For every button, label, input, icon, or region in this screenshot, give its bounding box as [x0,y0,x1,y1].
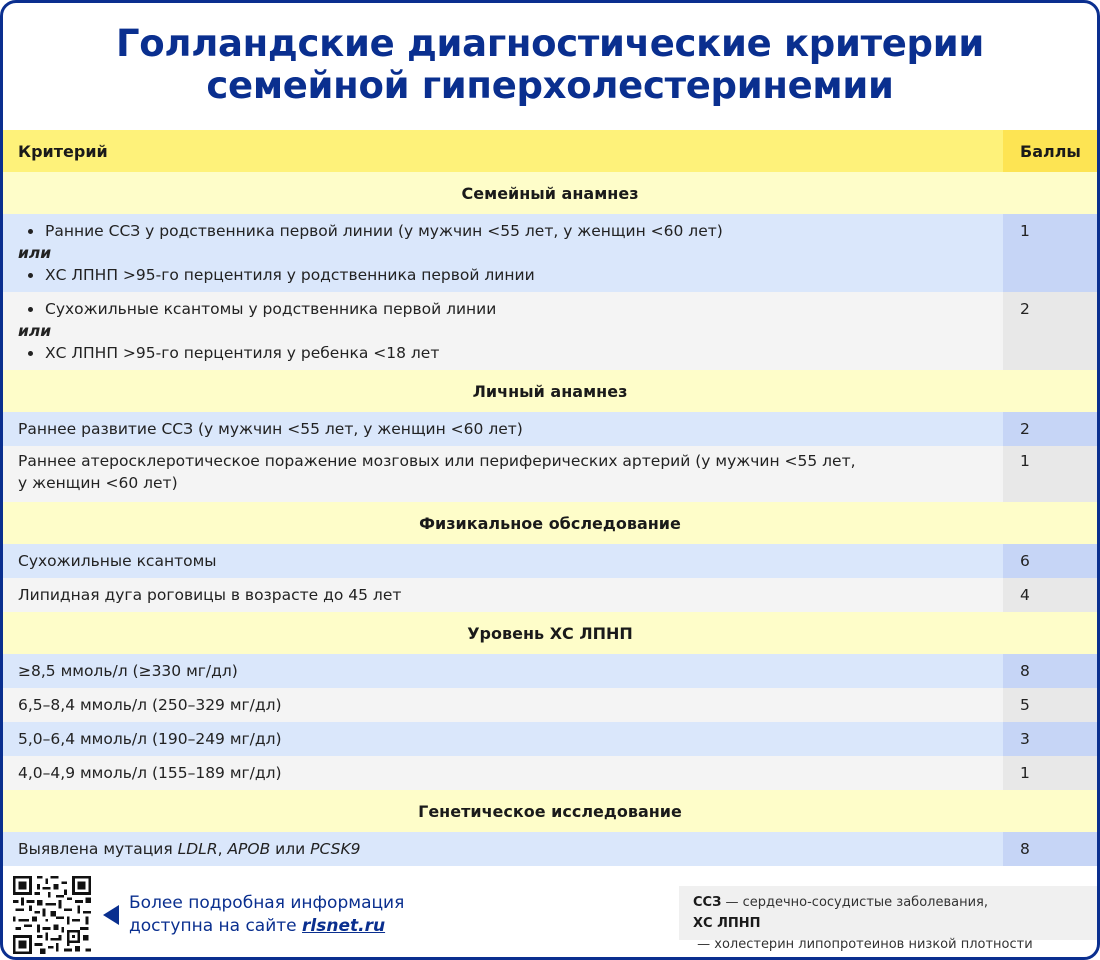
points-value: 2 [1003,412,1097,446]
table-row [3,446,1097,502]
table-row [3,688,1097,722]
bullet-icon [28,229,33,234]
table-header [3,130,1097,172]
table-row [3,544,1097,578]
points-value: 4 [1003,578,1097,612]
points-value: 6 [1003,544,1097,578]
header-criterion: Критерий [3,130,1003,172]
footer [3,865,1097,957]
criterion-text: ХС ЛПНП >95-го перцентиля у родственника первой линии [45,266,535,284]
points-value: 1 [1003,446,1097,502]
bullet-icon [28,307,33,312]
section-family-history: Семейный анамнез [3,172,1097,214]
criterion-text: Ранние ССЗ у родственника первой линии (у мужчин <55 лет, у женщин <60 лет) [45,222,723,240]
header-points: Баллы [1003,130,1097,172]
points-value: 2 [1003,292,1097,370]
criterion-text: 5,0–6,4 ммоль/л (190–249 мг/дл) [3,722,1003,756]
criterion-text: 4,0–4,9 ммоль/л (155–189 мг/дл) [3,756,1003,790]
gene-apob: APOB [227,840,271,858]
or-label: или [18,322,52,340]
points-value: 5 [1003,688,1097,722]
points-value: 3 [1003,722,1097,756]
points-value: 1 [1003,214,1097,292]
section-personal-history: Личный анамнез [3,370,1097,412]
table-row [3,292,1097,370]
or-label: или [18,244,52,262]
site-link[interactable]: rlsnet.ru [302,916,386,936]
points-value: 8 [1003,654,1097,688]
section-genetic-test: Генетическое исследование [3,790,1097,832]
legend-abbr: ССЗ [693,895,722,910]
more-info-text: Более подробная информация доступна на сайте rlsnet.ru [129,893,405,936]
criteria-table [3,130,1097,866]
criterion-text: Раннее атеросклеротическое поражение мозговых или периферических артерий (у мужчин <55 лет, [18,452,856,470]
title-line-2: семейной гиперхолестеринемии [206,64,894,107]
criterion-text: Сухожильные ксантомы у родственника первой линии [45,300,497,318]
table-row [3,756,1097,790]
table-row [3,722,1097,756]
table-row [3,214,1097,292]
section-physical-exam: Физикальное обследование [3,502,1097,544]
points-value: 1 [1003,756,1097,790]
title-line-1: Голландские диагностические критерии [116,22,984,65]
criterion-text: ≥8,5 ммоль/л (≥330 мг/дл) [3,654,1003,688]
table-row [3,412,1097,446]
section-ldl-level: Уровень ХС ЛПНП [3,612,1097,654]
bullet-icon [28,351,33,356]
bullet-icon [28,273,33,278]
criterion-text: Выявлена мутация [18,840,178,858]
qr-code-icon[interactable] [13,876,91,954]
legend-abbr: ХС ЛПНП [693,916,761,931]
points-value: 8 [1003,832,1097,866]
criterion-text: 6,5–8,4 ммоль/л (250–329 мг/дл) [3,688,1003,722]
gene-ldlr: LDLR [177,840,218,858]
gene-pcsk9: PCSK9 [310,840,361,858]
arrow-left-icon [103,905,119,925]
criterion-text: ХС ЛПНП >95-го перцентиля у ребенка <18 лет [45,344,440,362]
criterion-text: Липидная дуга роговицы в возрасте до 45 лет [3,578,1003,612]
criterion-text: Сухожильные ксантомы [3,544,1003,578]
table-row [3,654,1097,688]
table-row: Выявлена мутация LDLR , APOB или PCSK9 8 [3,832,1097,866]
criterion-text: Раннее развитие ССЗ (у мужчин <55 лет, у женщин <60 лет) [3,412,1003,446]
criterion-text: у женщин <60 лет) [18,474,178,492]
abbreviations-legend: ССЗ — сердечно-сосудистые заболевания, ХС ЛПНП — холестерин липопротеинов низкой плотности [679,886,1097,940]
page-title [3,23,1097,107]
table-row [3,578,1097,612]
